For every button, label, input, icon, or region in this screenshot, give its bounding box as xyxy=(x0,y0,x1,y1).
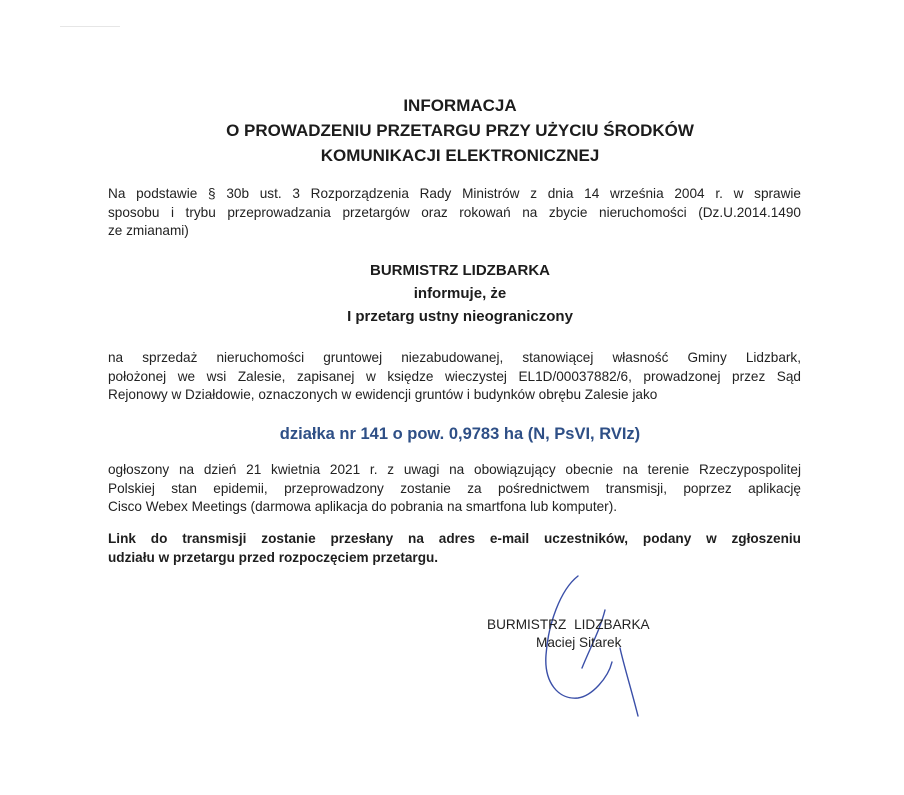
property-line-2: położonej we wsi Zalesie, zapisanej w księdze wieczystej EL1D/00037882/6, prowadzonej przez Sąd xyxy=(108,368,801,384)
signatory-name: Maciej Sitarek xyxy=(536,635,622,650)
signatory-title: BURMISTRZ LIDZBARKA xyxy=(487,617,650,632)
property-paragraph xyxy=(108,349,801,405)
heading-line-1: INFORMACJA xyxy=(403,96,517,115)
scan-artifact xyxy=(60,26,120,27)
link-notice-line-2: udziału w przetargu przed rozpoczęciem przetargu. xyxy=(108,550,439,565)
link-notice-line-1: Link do transmisji zostanie przesłany na adres e-mail uczestników, podany w zgłoszeniu xyxy=(108,531,801,546)
announcer-block xyxy=(110,259,810,328)
property-line-1: na sprzedaż nieruchomości gruntowej niezabudowanej, stanowiącej własność Gminy Lidzbark, xyxy=(108,350,801,365)
announcement-line-2: Polskiej stan epidemii, przeprowadzony zostanie za pośrednictwem transmisji, poprzez aplikację xyxy=(108,480,801,496)
legal-basis-line-2: sposobu i trybu przeprowadzania przetargów oraz rokowań na zbycie nieruchomości (Dz.U.2014.1490 xyxy=(108,204,801,220)
legal-basis-paragraph xyxy=(108,185,801,241)
announcer-informs: informuje, że xyxy=(413,285,507,302)
legal-basis-line-3: ze zmianami) xyxy=(108,223,189,238)
link-notice-paragraph xyxy=(108,529,801,567)
legal-basis-line-1: Na podstawie § 30b ust. 3 Rozporządzenia Rady Ministrów z dnia 14 września 2004 r. w sprawie xyxy=(108,186,801,201)
tender-type: I przetarg ustny nieograniczony xyxy=(347,308,573,325)
announcement-line-3: Cisco Webex Meetings (darmowa aplikacja do pobrania na smartfona lub komputer). xyxy=(108,499,618,514)
heading-line-2: O PROWADZENIU PRZETARGU PRZY UŻYCIU ŚRODKÓW xyxy=(226,121,694,140)
announcement-paragraph xyxy=(108,461,801,517)
document-heading xyxy=(110,93,810,168)
property-line-3: Rejonowy w Działdowie, oznaczonych w ewidencji gruntów i budynków obrębu Zalesie jako xyxy=(108,387,658,402)
heading-line-3: KOMUNIKACJI ELEKTRONICZNEJ xyxy=(320,146,600,165)
parcel-description: działka nr 141 o pow. 0,9783 ha (N, PsVI, RVIz) xyxy=(279,425,641,443)
announcer-title: BURMISTRZ LIDZBARKA xyxy=(370,262,550,279)
announcement-line-1: ogłoszony na dzień 21 kwietnia 2021 r. z uwagi na obowiązujący obecnie na terenie Rzeczypospolitej xyxy=(108,462,801,477)
